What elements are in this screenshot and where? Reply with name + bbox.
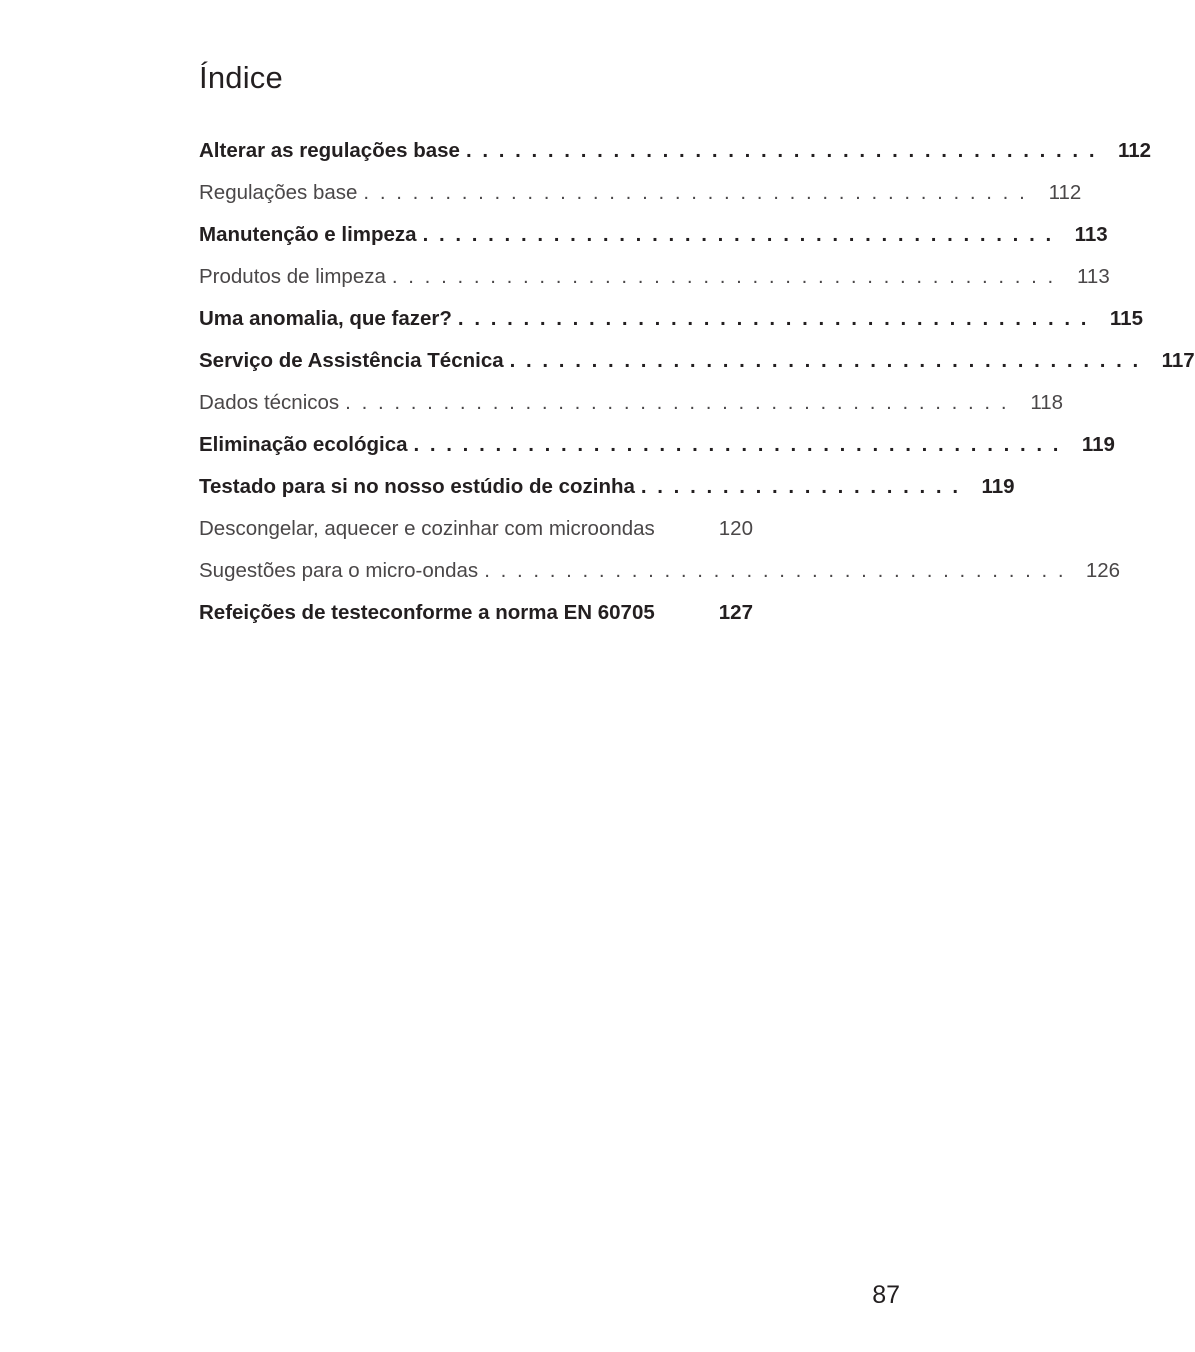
toc-entry-leader: . . . . . . . . . . . . . . . . . . . . . . . . . . . . . . . . . . . . . . . . . <box>391 265 1056 288</box>
toc-entry-label: Descongelar, aquecer e cozinhar com microondas <box>199 517 655 540</box>
toc-entry[interactable] <box>199 592 753 634</box>
page-title: Índice <box>199 60 283 95</box>
toc-entry-page: 119 <box>1081 433 1115 456</box>
toc-entry[interactable] <box>199 508 753 550</box>
toc-entry-label: Serviço de Assistência Técnica <box>199 349 504 372</box>
toc-entry-page: 119 <box>981 475 1015 498</box>
toc-entry[interactable] <box>199 256 1110 298</box>
toc-entry-label: Eliminação ecológica <box>199 433 408 456</box>
toc-entry-label: Uma anomalia, que fazer? <box>199 307 452 330</box>
toc-entry-label: Alterar as regulações base <box>199 139 460 162</box>
toc-entry-page: 112 <box>1117 139 1152 162</box>
toc-entry[interactable] <box>199 340 1195 382</box>
toc-entry[interactable] <box>199 298 1143 340</box>
toc-entry-page: 118 <box>1030 391 1064 414</box>
toc-entry[interactable] <box>199 130 1152 172</box>
toc-entry-leader: . . . . . . . . . . . . . . . . . . . . . . . . . . . . . . . . . . . . . . . . . <box>345 391 1010 414</box>
toc-entry-page: 126 <box>1085 559 1121 582</box>
toc-entry-page: 115 <box>1109 307 1143 330</box>
toc-entry[interactable] <box>199 466 1015 508</box>
toc-entry-label: Testado para si no nosso estúdio de cozinha <box>199 475 635 498</box>
toc-entry-page: 112 <box>1048 181 1082 204</box>
page-number: 87 <box>872 1281 900 1309</box>
toc-entry-page: 127 <box>718 601 753 624</box>
toc-entry-leader: . . . . . . . . . . . . . . . . . . . . . . . . . . . . . . . . . . . . . . . <box>457 307 1089 330</box>
toc-entry[interactable] <box>199 382 1064 424</box>
toc-entry[interactable] <box>199 172 1082 214</box>
toc-entry-leader: . . . . . . . . . . . . . . . . . . . . . . . . . . . . . . . . . . . . . . . <box>422 223 1054 246</box>
toc-entry-page: 117 <box>1161 349 1195 372</box>
toc-entry-label: Produtos de limpeza <box>199 265 386 288</box>
toc-entry-leader: . . . . . . . . . . . . . . . . . . . . . . . . . . . . . . . . . . . . . . . <box>509 349 1141 372</box>
toc-entry-label: Manutenção e limpeza <box>199 223 417 246</box>
toc-entry-label: Refeições de testeconforme a norma EN 60705 <box>199 601 655 624</box>
toc-entry-page: 120 <box>718 517 753 540</box>
toc-entry-leader: . . . . . . . . . . . . . . . . . . . . . . . . . . . . . . . . . . . . <box>484 559 1067 582</box>
toc-entry[interactable] <box>199 550 1121 592</box>
toc-entry-leader: . . . . . . . . . . . . . . . . . . . . . . . . . . . . . . . . . . . . . . . . . <box>363 181 1028 204</box>
toc-entry-label: Dados técnicos <box>199 391 340 414</box>
toc-entry[interactable] <box>199 424 1115 466</box>
toc-entry-leader: . . . . . . . . . . . . . . . . . . . . <box>640 475 961 498</box>
toc-entry-label: Sugestões para o micro-ondas <box>199 559 479 582</box>
toc-entry-page: 113 <box>1074 223 1108 246</box>
table-of-contents <box>199 130 1195 634</box>
toc-entry-page: 113 <box>1077 265 1110 288</box>
toc-entry-leader: . . . . . . . . . . . . . . . . . . . . . . . . . . . . . . . . . . . . . . . . <box>413 433 1061 456</box>
toc-entry-leader: . . . . . . . . . . . . . . . . . . . . . . . . . . . . . . . . . . . . . . . <box>465 139 1098 162</box>
toc-entry-label: Regulações base <box>199 181 358 204</box>
toc-entry[interactable] <box>199 214 1108 256</box>
